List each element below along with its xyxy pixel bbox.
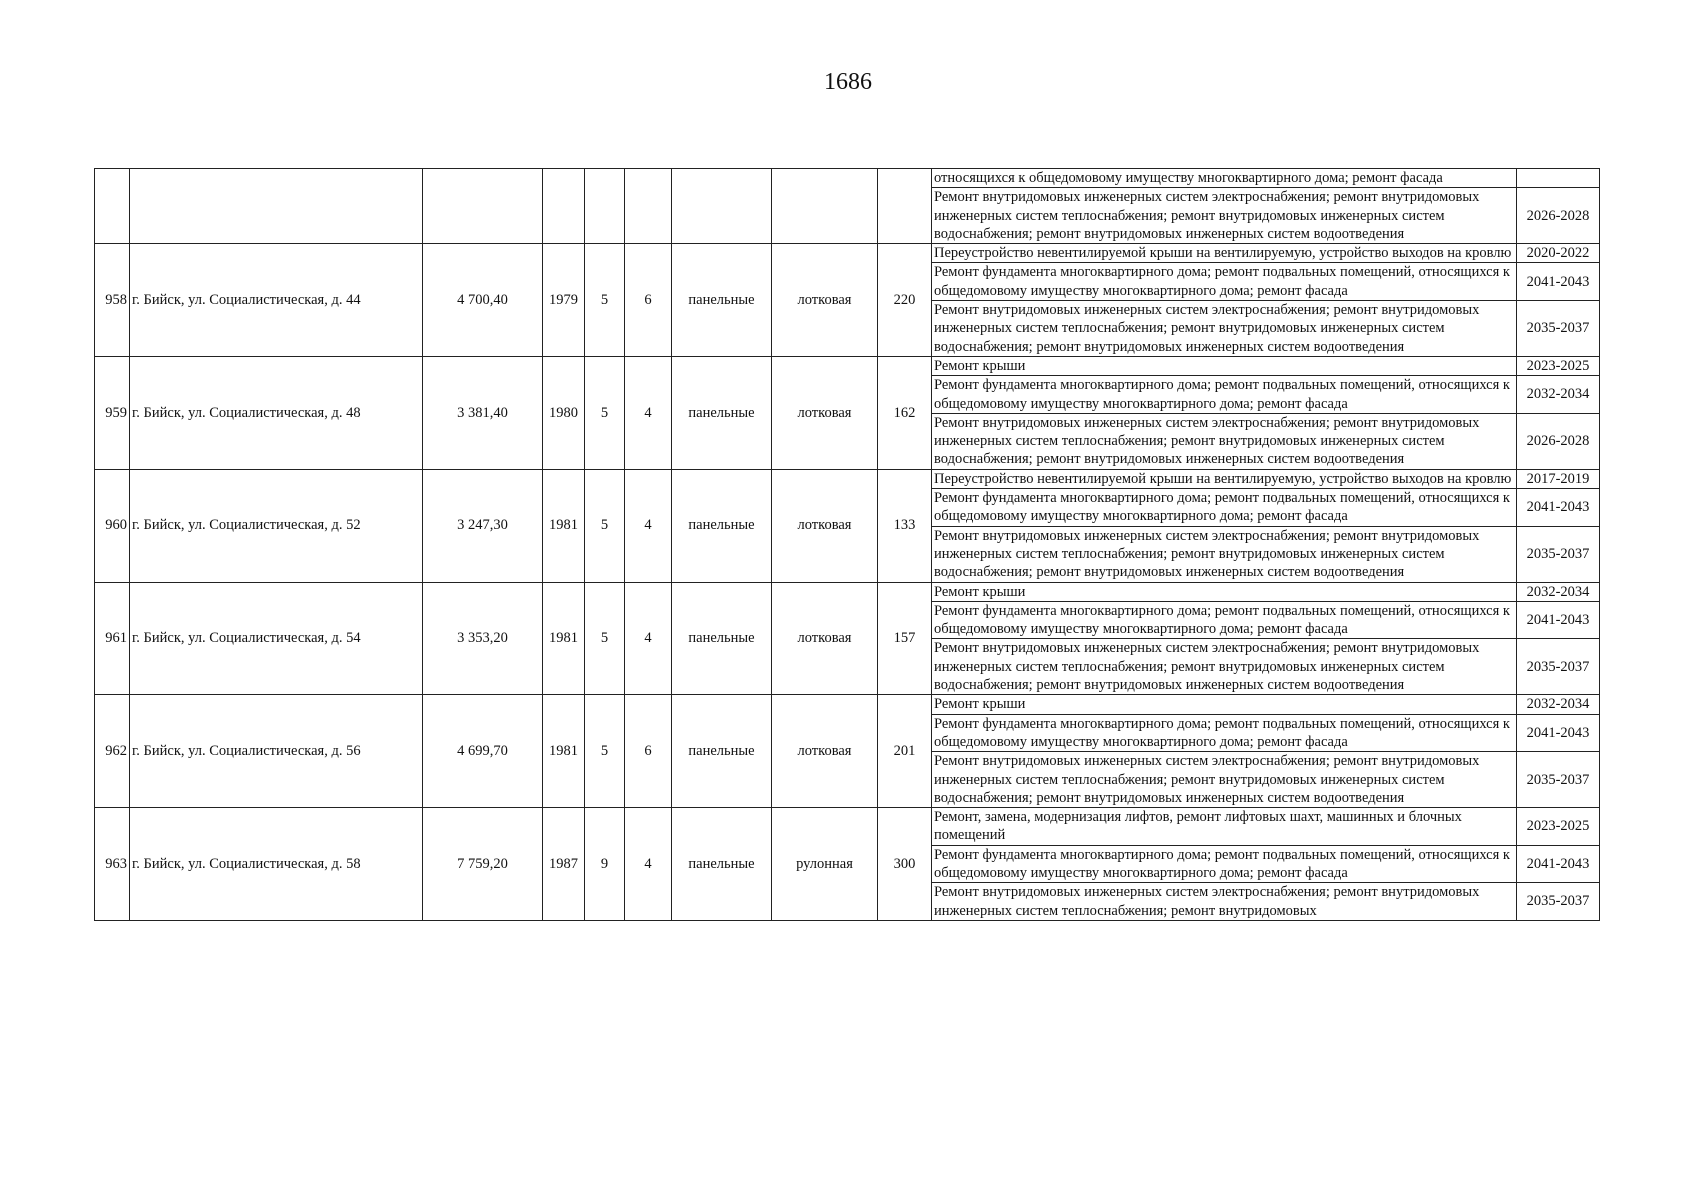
entrances-cell: 4 [625,582,672,695]
housing-register-table [94,168,1600,921]
year-built-cell: 1980 [543,356,585,469]
table-row [95,356,1600,375]
apartments-cell: 201 [878,695,932,808]
entrances-cell: 4 [625,356,672,469]
work-type-cell: Ремонт фундамента многоквартирного дома; ремонт подвальных помещений, относящихся к общедомовому имуществу многоквартирного дома; ремонт фасада [932,601,1517,639]
entrances-cell: 6 [625,244,672,357]
work-type-cell: Ремонт внутридомовых инженерных систем электроснабжения; ремонт внутридомовых инженерных систем теплоснабжения; ремонт внутридомовых [932,883,1517,921]
apartments-cell: 220 [878,244,932,357]
work-period-cell: 2026-2028 [1517,413,1600,469]
wall-material-cell: панельные [672,244,772,357]
address-cell: г. Бийск, ул. Социалистическая, д. 44 [130,244,423,357]
work-period-cell: 2041-2043 [1517,601,1600,639]
work-type-cell: Ремонт фундамента многоквартирного дома; ремонт подвальных помещений, относящихся к общедомовому имуществу многоквартирного дома; ремонт фасада [932,714,1517,752]
work-type-cell: Ремонт крыши [932,356,1517,375]
carryover-empty-cell [423,169,543,244]
floors-cell: 9 [585,808,625,921]
apartments-cell: 162 [878,356,932,469]
page-number: 1686 [824,69,872,95]
work-period-cell: 2041-2043 [1517,845,1600,883]
work-period-cell: 2035-2037 [1517,752,1600,808]
address-cell: г. Бийск, ул. Социалистическая, д. 52 [130,469,423,582]
year-built-cell: 1981 [543,582,585,695]
total-area-cell: 4 700,40 [423,244,543,357]
work-period-cell: 2026-2028 [1517,188,1600,244]
work-period-cell: 2035-2037 [1517,883,1600,921]
total-area-cell: 3 247,30 [423,469,543,582]
carryover-empty-cell [130,169,423,244]
work-period-cell: 2041-2043 [1517,489,1600,527]
table-row [95,244,1600,263]
floors-cell: 5 [585,244,625,357]
address-cell: г. Бийск, ул. Социалистическая, д. 58 [130,808,423,921]
carryover-empty-cell [672,169,772,244]
floors-cell: 5 [585,469,625,582]
carryover-empty-cell [625,169,672,244]
work-period-cell: 2017-2019 [1517,469,1600,488]
work-type-cell: Ремонт внутридомовых инженерных систем электроснабжения; ремонт внутридомовых инженерных систем теплоснабжения; ремонт внутридомовых инженерных систем водоснабжения; ремонт внутридомовых инженерных систем водоотведения [932,301,1517,357]
wall-material-cell: панельные [672,582,772,695]
wall-material-cell: панельные [672,356,772,469]
floors-cell: 5 [585,695,625,808]
wall-material-cell: панельные [672,695,772,808]
roof-type-cell: рулонная [772,808,878,921]
roof-type-cell: лотковая [772,356,878,469]
register-body [95,169,1600,921]
work-type-cell: Ремонт фундамента многоквартирного дома; ремонт подвальных помещений, относящихся к общедомовому имуществу многоквартирного дома; ремонт фасада [932,845,1517,883]
entrances-cell: 4 [625,469,672,582]
year-built-cell: 1979 [543,244,585,357]
total-area-cell: 7 759,20 [423,808,543,921]
work-type-cell: Ремонт фундамента многоквартирного дома; ремонт подвальных помещений, относящихся к общедомовому имуществу многоквартирного дома; ремонт фасада [932,263,1517,301]
carryover-empty-cell [543,169,585,244]
house-number-cell: 961 [95,582,130,695]
house-number-cell: 963 [95,808,130,921]
carryover-row [95,169,1600,188]
table-row [95,469,1600,488]
work-type-cell: Ремонт крыши [932,582,1517,601]
entrances-cell: 4 [625,808,672,921]
carryover-empty-cell [772,169,878,244]
table-row [95,695,1600,714]
apartments-cell: 300 [878,808,932,921]
work-period-cell: 2020-2022 [1517,244,1600,263]
year-built-cell: 1981 [543,469,585,582]
work-period-cell: 2041-2043 [1517,714,1600,752]
work-type-cell: Ремонт внутридомовых инженерных систем электроснабжения; ремонт внутридомовых инженерных систем теплоснабжения; ремонт внутридомовых инженерных систем водоснабжения; ремонт внутридомовых инженерных систем водоотведения [932,413,1517,469]
address-cell: г. Бийск, ул. Социалистическая, д. 48 [130,356,423,469]
work-type-cell: Ремонт, замена, модернизация лифтов, ремонт лифтовых шахт, машинных и блочных помещений [932,808,1517,846]
work-period-cell: 2035-2037 [1517,301,1600,357]
roof-type-cell: лотковая [772,244,878,357]
work-type-cell: Ремонт фундамента многоквартирного дома; ремонт подвальных помещений, относящихся к общедомовому имуществу многоквартирного дома; ремонт фасада [932,489,1517,527]
work-type-cell: Переустройство невентилируемой крыши на вентилируемую, устройство выходов на кровлю [932,469,1517,488]
total-area-cell: 3 353,20 [423,582,543,695]
table-row [95,582,1600,601]
work-type-cell: относящихся к общедомовому имуществу многоквартирного дома; ремонт фасада [932,169,1517,188]
work-type-cell: Ремонт крыши [932,695,1517,714]
year-built-cell: 1981 [543,695,585,808]
table-row [95,808,1600,846]
house-number-cell: 958 [95,244,130,357]
house-number-cell: 962 [95,695,130,808]
wall-material-cell: панельные [672,469,772,582]
total-area-cell: 3 381,40 [423,356,543,469]
address-cell: г. Бийск, ул. Социалистическая, д. 56 [130,695,423,808]
house-number-cell: 959 [95,356,130,469]
roof-type-cell: лотковая [772,695,878,808]
roof-type-cell: лотковая [772,582,878,695]
work-period-cell [1517,169,1600,188]
work-type-cell: Ремонт внутридомовых инженерных систем электроснабжения; ремонт внутридомовых инженерных систем теплоснабжения; ремонт внутридомовых инженерных систем водоснабжения; ремонт внутридомовых инженерных систем водоотведения [932,639,1517,695]
work-period-cell: 2032-2034 [1517,695,1600,714]
total-area-cell: 4 699,70 [423,695,543,808]
work-period-cell: 2035-2037 [1517,639,1600,695]
carryover-empty-cell [95,169,130,244]
work-period-cell: 2023-2025 [1517,808,1600,846]
apartments-cell: 157 [878,582,932,695]
work-type-cell: Ремонт внутридомовых инженерных систем электроснабжения; ремонт внутридомовых инженерных систем теплоснабжения; ремонт внутридомовых инженерных систем водоснабжения; ремонт внутридомовых инженерных систем водоотведения [932,526,1517,582]
work-period-cell: 2035-2037 [1517,526,1600,582]
work-type-cell: Переустройство невентилируемой крыши на вентилируемую, устройство выходов на кровлю [932,244,1517,263]
carryover-empty-cell [585,169,625,244]
work-type-cell: Ремонт внутридомовых инженерных систем электроснабжения; ремонт внутридомовых инженерных систем теплоснабжения; ремонт внутридомовых инженерных систем водоснабжения; ремонт внутридомовых инженерных систем водоотведения [932,188,1517,244]
work-type-cell: Ремонт внутридомовых инженерных систем электроснабжения; ремонт внутридомовых инженерных систем теплоснабжения; ремонт внутридомовых инженерных систем водоснабжения; ремонт внутридомовых инженерных систем водоотведения [932,752,1517,808]
work-period-cell: 2041-2043 [1517,263,1600,301]
floors-cell: 5 [585,582,625,695]
wall-material-cell: панельные [672,808,772,921]
work-period-cell: 2032-2034 [1517,376,1600,414]
apartments-cell: 133 [878,469,932,582]
house-number-cell: 960 [95,469,130,582]
work-period-cell: 2032-2034 [1517,582,1600,601]
carryover-empty-cell [878,169,932,244]
work-type-cell: Ремонт фундамента многоквартирного дома; ремонт подвальных помещений, относящихся к общедомовому имуществу многоквартирного дома; ремонт фасада [932,376,1517,414]
year-built-cell: 1987 [543,808,585,921]
floors-cell: 5 [585,356,625,469]
entrances-cell: 6 [625,695,672,808]
work-period-cell: 2023-2025 [1517,356,1600,375]
roof-type-cell: лотковая [772,469,878,582]
address-cell: г. Бийск, ул. Социалистическая, д. 54 [130,582,423,695]
